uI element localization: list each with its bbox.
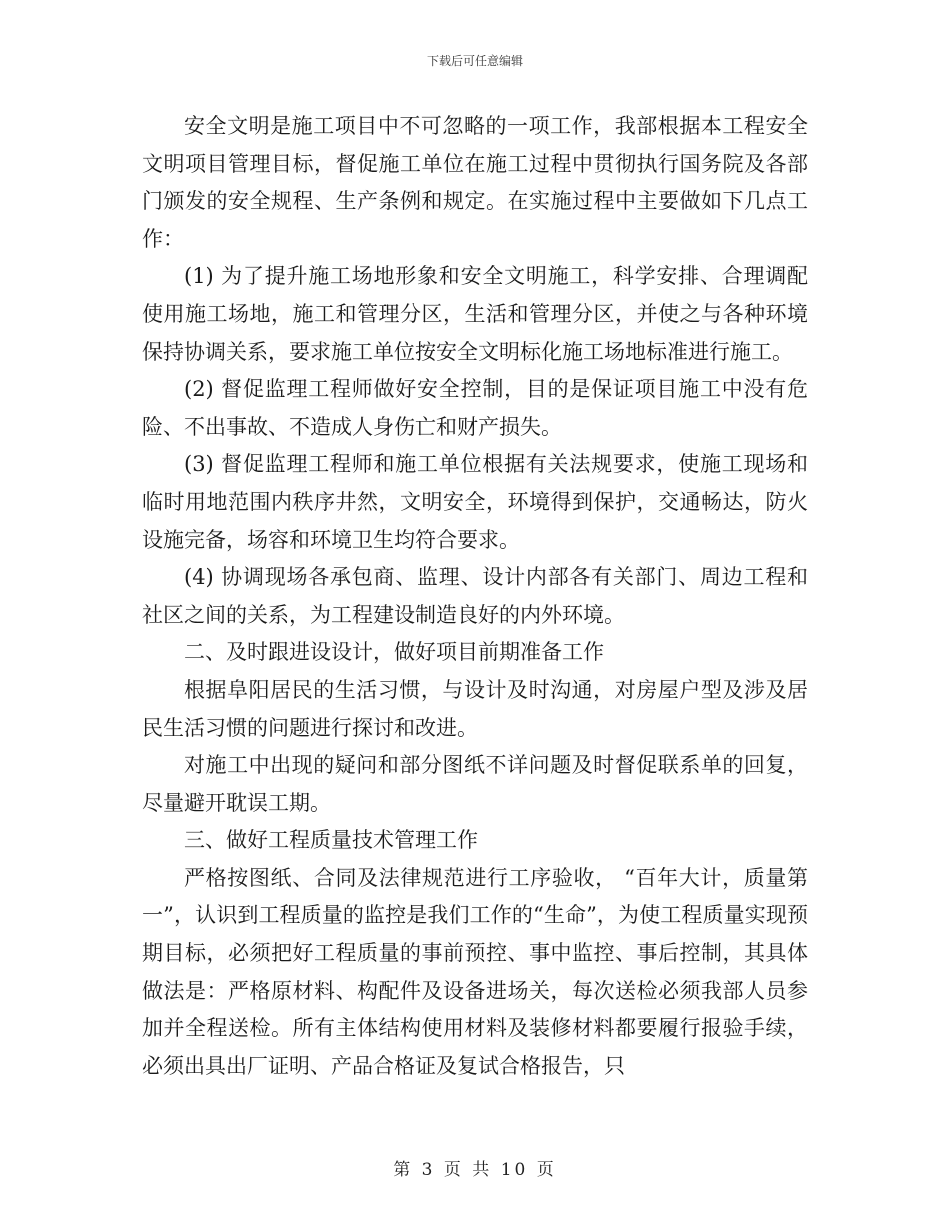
paragraph-item-4: (4) 协调现场各承包商、监理、设计内部各有关部门、周边工程和社区之间的关系，为工程建设制造良好的内外环境。 [142, 565, 808, 627]
paragraph-item-1: (1) 为了提升施工场地形象和安全文明施工，科学安排、合理调配使用施工场地，施工和管理分区，生活和管理分区，并使之与各种环境保持协调关系，要求施工单位按安全文明标化施工场地标准进行施工。 [142, 264, 808, 364]
paragraph-item-2: (2) 督促监理工程师做好安全控制，目的是保证项目施工中没有危险、不出事故、不造成人身伤亡和财产损失。 [142, 377, 808, 439]
section-heading-3: 三、做好工程质量技术管理工作 [184, 828, 478, 853]
paragraph-drawing-issues: 对施工中出现的疑问和部分图纸不详问题及时督促联系单的回复，尽量避开耽误工期。 [142, 753, 808, 815]
paragraph-safety-intro: 安全文明是施工项目中不可忽略的一项工作，我部根据本工程安全文明项目管理目标，督促施工单位在施工过程中贯彻执行国务院及各部门颁发的安全规程、生产条例和规定。在实施过程中主要做如下几点工作： [142, 114, 808, 251]
section-heading-2: 二、及时跟进设设计，做好项目前期准备工作 [184, 640, 604, 665]
page-footer: 第 3 页 共 10 页 [393, 1160, 557, 1180]
paragraph-quality-control: 严格按图纸、合同及法律规范进行工序验收， “百年大计，质量第一”，认识到工程质量的监控是我们工作的“生命”，为使工程质量实现预期目标，必须把好工程质量的事前预控、事中监控、事后控制，其具体做法是：严格原材料、构配件及设备进场关，每次送检必须我部人员参加并全程送检。所有主体结构使用材料及装修材料都要履行报验手续，必须出具出厂证明、产品合格证及复试合格报告，只 [142, 865, 808, 1078]
document-body [142, 108, 808, 1085]
paragraph-item-3: (3) 督促监理工程师和施工单位根据有关法规要求，使施工现场和临时用地范围内秩序井然，文明安全，环境得到保护，交通畅达，防火设施完备，场容和环境卫生均符合要求。 [142, 452, 808, 552]
paragraph-design-communication: 根据阜阳居民的生活习惯，与设计及时沟通，对房屋户型及涉及居民生活习惯的问题进行探讨和改进。 [142, 677, 808, 740]
page-header: 下载后可任意编辑 [426, 54, 523, 68]
